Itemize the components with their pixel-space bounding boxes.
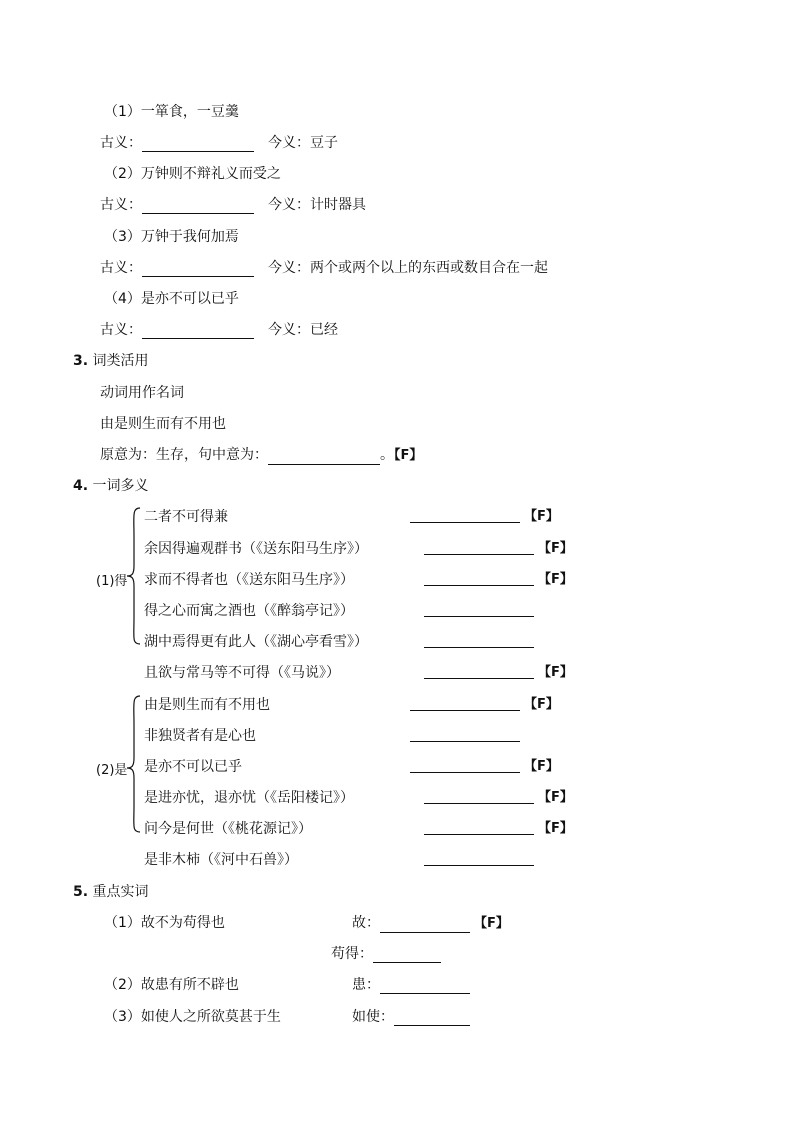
- word-row: [352, 976, 470, 994]
- answer-blank[interactable]: [380, 918, 470, 933]
- section-heading: [73, 477, 149, 495]
- phrase-item: （2）故患有所不辟也: [104, 977, 239, 993]
- answer-blank[interactable]: [424, 789, 534, 804]
- answer-blank[interactable]: [424, 851, 534, 866]
- phrase-3: （3）万钟于我何加焉: [104, 229, 239, 245]
- answer-blank[interactable]: [424, 664, 534, 679]
- phrase-4: （4）是亦不可以已乎: [104, 291, 239, 307]
- answer-blank[interactable]: [410, 508, 520, 523]
- answer-blank[interactable]: [142, 262, 254, 277]
- f-mark: 【F】: [524, 759, 559, 774]
- f-mark: 【F】: [538, 541, 573, 556]
- usage-item: 余因得遍观群书（《送东阳马生序》）: [144, 541, 368, 557]
- answer-blank[interactable]: [410, 696, 520, 711]
- gu-row-2: [100, 196, 254, 214]
- f-mark: 【F】: [394, 448, 423, 463]
- usage-item: 是非木柿（《河中石兽》）: [144, 852, 298, 868]
- answer-blank[interactable]: [380, 979, 470, 994]
- usage-item: 非独贤者有是心也: [144, 728, 256, 744]
- answer-blank[interactable]: [142, 137, 254, 152]
- section-title: 重点实词: [92, 884, 149, 900]
- sub-heading: 动词用作名词: [100, 385, 184, 401]
- f-mark: 【F】: [538, 790, 573, 805]
- word-label: 患：: [352, 977, 380, 993]
- section-heading: [73, 883, 149, 901]
- gu-label: 古义：: [100, 322, 142, 338]
- gu-label: 古义：: [100, 260, 142, 276]
- answer-blank[interactable]: [373, 948, 441, 963]
- word-label: 如使：: [352, 1009, 394, 1025]
- usage-item: 得之心而寓之酒也（《醉翁亭记》）: [144, 603, 354, 619]
- answer-blank[interactable]: [142, 199, 254, 214]
- usage-item: 是亦不可以已乎: [144, 759, 242, 775]
- usage-item: 求而不得者也（《送东阳马生序》）: [144, 572, 354, 588]
- answer-blank[interactable]: [424, 633, 534, 648]
- jin-2: 今义：计时器具: [268, 197, 366, 213]
- word-row: [331, 945, 441, 963]
- usage-item: 是进亦忧，退亦忧（《岳阳楼记》）: [144, 790, 354, 806]
- usage-item: 且欲与常马等不可得（《马说》）: [144, 665, 340, 681]
- usage-item: 问今是何世（《桃花源记》）: [144, 821, 312, 837]
- gu-label: 古义：: [100, 135, 142, 151]
- gu-row-3: [100, 259, 254, 277]
- phrase-1: （1）一箪食，一豆羹: [104, 104, 239, 120]
- f-mark: 【F】: [538, 665, 573, 680]
- period: 。: [380, 447, 394, 463]
- section-number: 5.: [73, 884, 89, 900]
- left-brace-icon: [126, 694, 142, 834]
- word-label: 苟得：: [331, 946, 373, 962]
- section-title: 词类活用: [92, 353, 149, 369]
- f-mark: 【F】: [538, 572, 573, 587]
- gu-label: 古义：: [100, 197, 142, 213]
- meaning-row: [100, 446, 422, 465]
- f-mark: 【F】: [524, 697, 559, 712]
- gu-row-4: [100, 321, 254, 339]
- word-row: [352, 1008, 470, 1026]
- usage-item: 由是则生而有不用也: [144, 697, 270, 713]
- answer-blank[interactable]: [410, 727, 520, 742]
- f-mark: 【F】: [538, 821, 573, 836]
- jin-3: 今义：两个或两个以上的东西或数目合在一起: [268, 260, 548, 276]
- f-mark: 【F】: [524, 509, 559, 524]
- example-sentence: 由是则生而有不用也: [100, 416, 226, 432]
- answer-blank[interactable]: [424, 571, 534, 586]
- phrase-2: （2）万钟则不辩礼义而受之: [104, 166, 281, 182]
- phrase-item: （1）故不为苟得也: [104, 915, 225, 931]
- f-mark: 【F】: [474, 916, 509, 931]
- group-label: (2)是: [96, 763, 128, 778]
- gu-row-1: [100, 134, 254, 152]
- answer-blank[interactable]: [394, 1011, 470, 1026]
- answer-blank[interactable]: [142, 324, 254, 339]
- meaning-label: 原意为：生存，句中意为：: [100, 447, 268, 463]
- answer-blank[interactable]: [268, 450, 380, 465]
- section-number: 3.: [73, 353, 89, 369]
- jin-1: 今义：豆子: [268, 135, 338, 151]
- usage-item: 二者不可得兼: [144, 509, 228, 525]
- left-brace-icon: [126, 506, 142, 646]
- jin-4: 今义：已经: [268, 322, 338, 338]
- answer-blank[interactable]: [410, 758, 520, 773]
- phrase-item: （3）如使人之所欲莫甚于生: [104, 1009, 281, 1025]
- group-label: (1)得: [96, 574, 128, 589]
- answer-blank[interactable]: [424, 602, 534, 617]
- section-title: 一词多义: [92, 478, 149, 494]
- word-row: [352, 914, 509, 933]
- usage-item: 湖中焉得更有此人（《湖心亭看雪》）: [144, 634, 368, 650]
- section-number: 4.: [73, 478, 89, 494]
- answer-blank[interactable]: [424, 540, 534, 555]
- word-label: 故：: [352, 915, 380, 931]
- answer-blank[interactable]: [424, 820, 534, 835]
- section-heading: [73, 352, 149, 370]
